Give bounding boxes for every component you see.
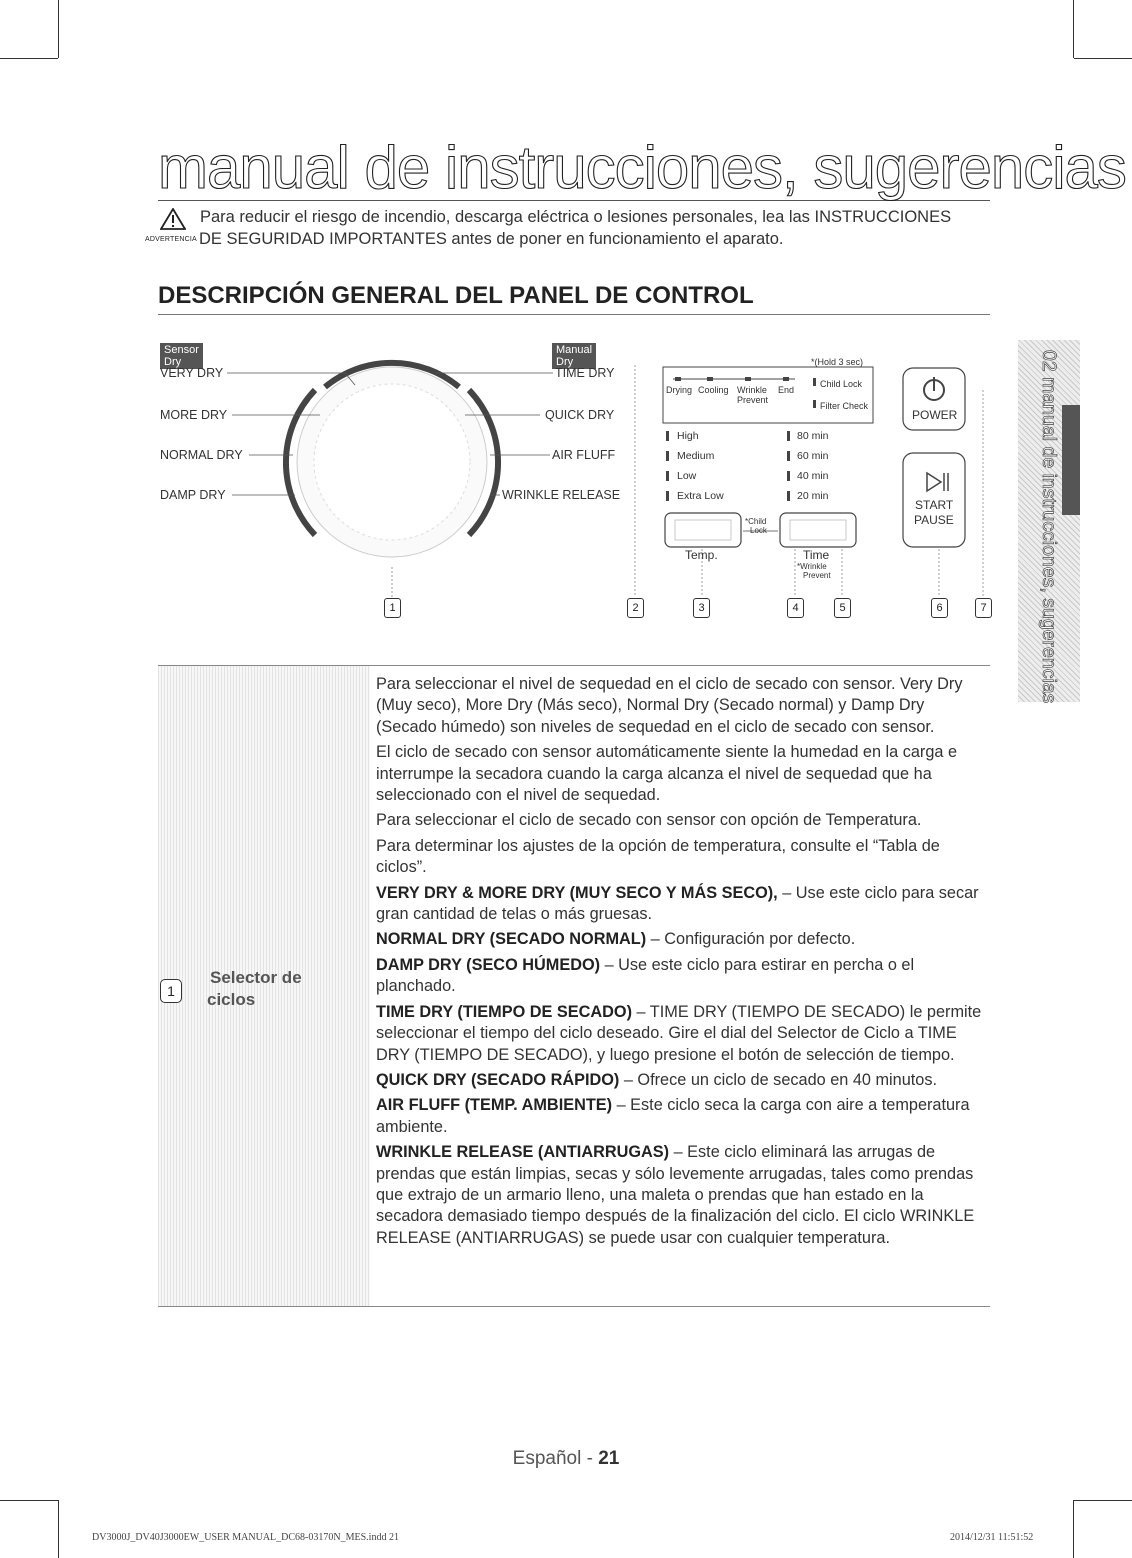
callout-3: 3: [693, 598, 710, 618]
description-paragraph: QUICK DRY (SECADO RÁPIDO) – Ofrece un ciclo de secado en 40 minutos.: [376, 1070, 937, 1089]
manual-dry-tag: Manual Dry: [552, 343, 596, 369]
status-cooling: Cooling: [698, 385, 729, 395]
time-20: 20 min: [797, 490, 829, 502]
crop-mark: [0, 58, 58, 59]
label-quick-dry: QUICK DRY: [545, 408, 615, 422]
description-paragraph: Para seleccionar el ciclo de secado con sensor con opción de Temperatura.: [376, 811, 922, 830]
crop-mark: [0, 1500, 58, 1501]
crop-mark: [58, 0, 59, 58]
description-paragraph: VERY DRY & MORE DRY (MUY SECO Y MÁS SECO), – Use este ciclo para secar gran cantidad de telas o más gruesas.: [376, 883, 979, 924]
chapter-side-label: 02 manual de instrucciones, sugerencias: [1038, 350, 1060, 704]
callout-1: 1: [384, 598, 401, 618]
status-wrinkle: Wrinkle: [737, 385, 767, 395]
callout-5: 5: [834, 598, 851, 618]
sensor-dry-tag: Sensor Dry: [160, 343, 203, 369]
label-time-dry: TIME DRY: [555, 366, 615, 380]
time-button-label: Time: [803, 548, 830, 562]
temp-medium: Medium: [677, 450, 715, 462]
chapter-side-tab: [1018, 340, 1080, 702]
selector-number: 1: [160, 979, 182, 1003]
label-wrinkle-release: WRINKLE RELEASE: [502, 488, 621, 502]
selector-label-line-2: ciclos: [207, 990, 256, 1009]
chapter-marker: [1062, 405, 1080, 515]
description-paragraph: NORMAL DRY (SECADO NORMAL) – Configuración por defecto.: [376, 930, 856, 949]
description-paragraph: El ciclo de secado con sensor automáticamente siente la humedad en la carga e interrumpe la secadora cuando la carga alcanza el nivel de sequedad que ha seleccionado con el nivel de sequedad.: [376, 743, 958, 805]
page-number: 21: [598, 1448, 620, 1469]
page-title: manual de instrucciones, sugerencias: [158, 134, 1126, 201]
selector-label-line-1: Selector de: [210, 968, 302, 987]
hold-note: *(Hold 3 sec): [811, 357, 864, 367]
label-more-dry: MORE DRY: [160, 408, 228, 422]
filter-check-indicator: Filter Check: [820, 401, 869, 411]
warning-line-2: DE SEGURIDAD IMPORTANTES antes de poner en funcionamiento el aparato.: [199, 230, 784, 248]
selector-label: [207, 967, 302, 1011]
warning-icon: [160, 208, 186, 230]
temp-button-label: Temp.: [685, 548, 718, 562]
temp-high: High: [677, 430, 699, 442]
child-lock-star: *Child: [745, 517, 767, 526]
power-button-label: POWER: [912, 408, 958, 422]
crop-mark: [1074, 1500, 1132, 1501]
print-info-file: DV3000J_DV40J3000EW_USER MANUAL_DC68-03170N_MES.indd 21: [92, 1532, 399, 1543]
warning-label: ADVERTENCIA: [145, 236, 197, 243]
crop-mark: [1074, 58, 1132, 59]
page-footer: [0, 1448, 1132, 1470]
status-end: End: [778, 385, 795, 395]
label-normal-dry: NORMAL DRY: [160, 448, 243, 462]
child-lock-indicator: Child Lock: [820, 379, 863, 389]
status-prevent: Prevent: [737, 395, 769, 405]
time-80: 80 min: [797, 430, 829, 442]
wrinkle-prevent-star: *Wrinkle: [797, 562, 827, 571]
crop-mark: [58, 1500, 59, 1558]
warning-text: [200, 206, 951, 250]
wrinkle-prevent-word: Prevent: [803, 571, 831, 580]
temp-low: Low: [677, 470, 697, 482]
callout-2: 2: [627, 598, 644, 618]
description-paragraph: WRINKLE RELEASE (ANTIARRUGAS) – Este ciclo eliminará las arrugas de prendas que están limpias, secas y sólo levemente arrugadas, tales como prendas que extrajo de un armario lleno, una maleta o prendas que han estado en la secadora demasiado tiempo después de la finalización del ciclo. El ciclo WRINKLE RELEASE (ANTIARRUGAS) se puede usar con cualquier temperatura.: [376, 1143, 975, 1247]
print-info-date: 2014/12/31 11:51:52: [950, 1532, 1034, 1543]
footer-language: Español -: [512, 1448, 599, 1469]
pause-button-label: PAUSE: [914, 513, 954, 527]
warning-line-1: Para reducir el riesgo de incendio, descarga eléctrica o lesiones personales, lea las INSTRUCCIONES: [200, 208, 952, 226]
selector-label-cell: [158, 666, 370, 1306]
start-button-label: START: [915, 498, 954, 512]
cycle-selector-description: [158, 665, 990, 1307]
selector-description-cell: [376, 674, 988, 1253]
callout-4: 4: [787, 598, 804, 618]
time-60: 60 min: [797, 450, 829, 462]
description-paragraph: TIME DRY (TIEMPO DE SECADO) – TIME DRY (TIEMPO DE SECADO) le permite seleccionar el tiempo del ciclo deseado. Gire el dial del Selector de Ciclo a TIME DRY (TIEMPO DE SECADO), y luego presione el botón de selección de tiempo.: [376, 1002, 982, 1064]
description-paragraph: DAMP DRY (SECO HÚMEDO) – Use este ciclo para estirar en percha o el planchado.: [376, 955, 915, 996]
label-damp-dry: DAMP DRY: [160, 488, 226, 502]
label-very-dry: VERY DRY: [160, 366, 224, 380]
description-paragraph: AIR FLUFF (TEMP. AMBIENTE) – Este ciclo seca la carga con aire a temperatura ambiente.: [376, 1096, 970, 1136]
child-lock-word: Lock: [750, 526, 767, 535]
panel-drawing: [155, 335, 995, 635]
description-paragraph: Para seleccionar el nivel de sequedad en el ciclo de secado con sensor. Very Dry (Muy seco), More Dry (Más seco), Normal Dry (Secado normal) y Damp Dry (Secado húmedo) son niveles de sequedad en el ciclo de secado con sensor.: [376, 675, 963, 736]
callout-6: 6: [931, 598, 948, 618]
temp-extra-low: Extra Low: [677, 490, 724, 502]
crop-mark: [1073, 1500, 1074, 1558]
crop-mark: [1073, 0, 1074, 58]
time-40: 40 min: [797, 470, 829, 482]
status-drying: Drying: [666, 385, 693, 395]
callout-7: 7: [975, 598, 992, 618]
section-title: DESCRIPCIÓN GENERAL DEL PANEL DE CONTROL: [158, 282, 990, 315]
label-air-fluff: AIR FLUFF: [552, 448, 616, 462]
description-paragraph: Para determinar los ajustes de la opción de temperatura, consulte el “Tabla de ciclos”.: [376, 836, 940, 877]
